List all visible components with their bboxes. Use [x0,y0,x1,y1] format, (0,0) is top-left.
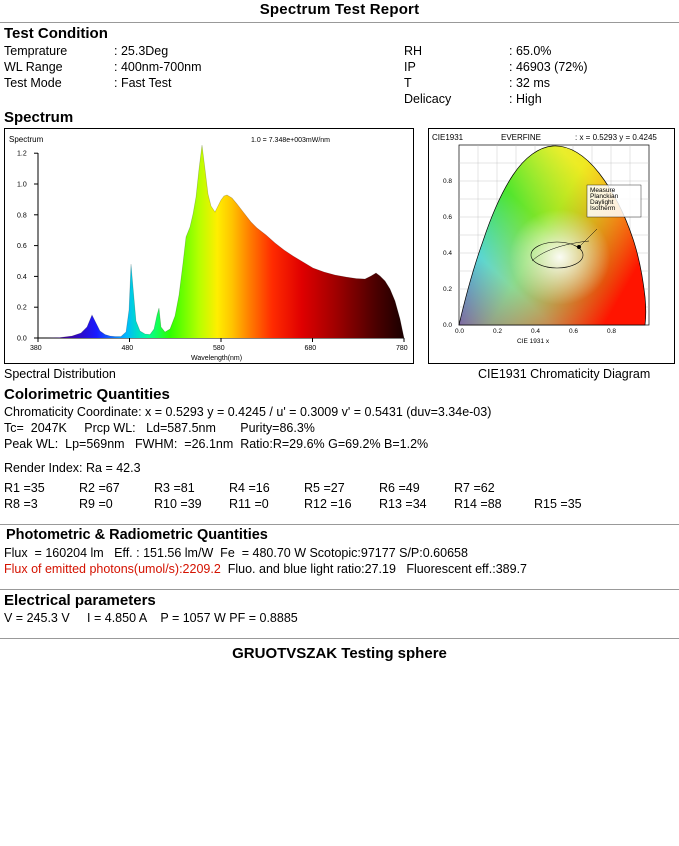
cond-label: WL Range [4,60,63,74]
cond-label: Temprature [4,44,68,58]
ri-value: R13 =34 [379,497,427,511]
svg-text:Daylight: Daylight [590,199,614,206]
svg-text:0.2: 0.2 [17,304,27,312]
cond-value2: : 65.0% [509,44,552,58]
render-index-row-1 [4,480,679,496]
divider-footer [0,638,679,639]
svg-text:680: 680 [304,345,317,352]
chart-captions [4,367,675,384]
cond-label2: RH [404,44,423,58]
svg-text:480: 480 [121,345,134,352]
svg-text:580: 580 [213,345,225,352]
cond-label2: Delicacy [404,92,452,106]
spectral-distribution-chart [4,128,414,364]
ri-value: R3 =81 [154,481,195,495]
svg-text:0.4: 0.4 [531,328,541,335]
footer-title: GRUOTVSZAK Testing sphere [232,645,447,662]
ri-value: R1 =35 [4,481,45,495]
cie-chromaticity-chart [428,128,675,364]
cond-value2: : High [509,92,542,106]
divider-photometric [0,524,679,525]
photometric-line-1: Flux = 160204 lm Eff. : 151.56 lm/W Fe = 480.70 W Scotopic:97177 S/P:0.60658 [4,546,468,560]
table-row [4,91,659,107]
ri-value: R10 =39 [154,497,202,511]
cond-label [4,91,114,107]
test-condition-heading: Test Condition [4,25,108,42]
cond-value2: : 46903 (72%) [509,60,588,74]
svg-text:0.6: 0.6 [569,328,579,335]
test-condition-table [4,43,659,107]
cond-value [114,91,404,107]
ri-value: R5 =27 [304,481,345,495]
svg-text:0.0: 0.0 [455,328,465,335]
spectrum-corner-label: Spectrum [9,135,44,144]
peak-fwhm-ratio-line: Peak WL: Lp=569nm FWHM: =26.1nm Ratio:R=29.6% G=69.2% B=1.2% [4,437,429,451]
cond-value: : 25.3Deg [114,44,169,58]
ri-value: R11 =0 [229,497,269,511]
spacer [0,577,679,585]
spectrum-scale-note: 1.0 = 7.348e+003mW/nm [251,137,330,144]
ri-value: R15 =35 [534,497,582,511]
table-row [4,59,659,75]
cond-value: : 400nm-700nm [114,60,202,74]
spectrum-xlabel: Wavelength(nm) [191,355,243,362]
cond-value: : Fast Test [114,76,172,90]
svg-text:1.2: 1.2 [17,150,27,158]
tc-prcp-purity-line: Tc= 2047K Prcp WL: Ld=587.5nm Purity=86.3% [4,421,315,435]
svg-text:0.8: 0.8 [443,178,453,185]
ri-value: R12 =16 [304,497,352,511]
spacer [0,626,679,634]
svg-text:380: 380 [30,345,42,352]
svg-text:0.4: 0.4 [443,250,453,257]
render-index-row-2 [4,496,679,512]
spectrum-svg [5,129,413,363]
divider-top [0,22,679,23]
svg-text:0.4: 0.4 [17,273,27,281]
render-index-line: Render Index: Ra = 42.3 [4,461,141,475]
spectral-caption: Spectral Distribution [4,367,116,381]
cie-svg [429,129,674,363]
electrical-heading: Electrical parameters [4,592,156,609]
spacer [0,512,679,520]
page-title: Spectrum Test Report [259,1,420,18]
emitted-photons-value: Flux of emitted photons(umol/s):2209.2 [4,562,221,576]
ri-value: R8 =3 [4,497,38,511]
spectrum-heading: Spectrum [4,109,74,126]
chromaticity-coordinate-line: Chromaticity Coordinate: x = 0.5293 y = 0.4245 / u' = 0.3009 v' = 0.5431 (duv=3.34e-03) [4,405,492,419]
ri-value: R14 =88 [454,497,502,511]
charts-area [4,128,675,366]
svg-text:0.6: 0.6 [443,214,453,221]
cond-label2: IP [404,60,416,74]
photometric-heading: Photometric & Radiometric Quantities [6,527,268,543]
svg-text:1.0: 1.0 [17,181,27,189]
cond-label2: T [404,76,412,90]
svg-text:0.8: 0.8 [607,328,617,335]
ri-value: R2 =67 [79,481,120,495]
ri-value: R9 =0 [79,497,113,511]
ri-value: R4 =16 [229,481,270,495]
svg-text:0.0: 0.0 [443,322,453,329]
svg-text:Measure: Measure [590,187,616,194]
cie-brand: EVERFINE [501,133,542,142]
electrical-line-1: V = 245.3 V I = 4.850 A P = 1057 W PF = 0.8885 [4,611,298,625]
table-row [4,43,659,59]
svg-text:Isotherm: Isotherm [590,205,616,212]
svg-text:0.0: 0.0 [17,335,27,343]
svg-text:0.8: 0.8 [17,212,27,220]
table-row [4,75,659,91]
ri-value: R7 =62 [454,481,495,495]
svg-text:0.6: 0.6 [17,243,27,251]
spacer [0,452,679,460]
cie-xlabel: CIE 1931 x [517,338,550,345]
cie-coords: : x = 0.5293 y = 0.4245 [575,133,657,142]
colorimetric-heading: Colorimetric Quantities [4,386,170,403]
cond-label: Test Mode [4,76,62,90]
svg-text:0.2: 0.2 [493,328,503,335]
svg-text:Planckian: Planckian [590,193,619,200]
cond-value2: : 32 ms [509,76,550,90]
divider-electrical [0,589,679,590]
cie-caption: CIE1931 Chromaticity Diagram [478,367,651,381]
ri-value: R6 =49 [379,481,420,495]
photometric-line-2 [4,561,679,577]
svg-text:780: 780 [396,345,408,352]
cie-title: CIE1931 [432,133,464,142]
fluorescence-values: Fluo. and blue light ratio:27.19 Fluorescent eff.:389.7 [220,562,527,576]
svg-text:0.2: 0.2 [443,286,453,293]
